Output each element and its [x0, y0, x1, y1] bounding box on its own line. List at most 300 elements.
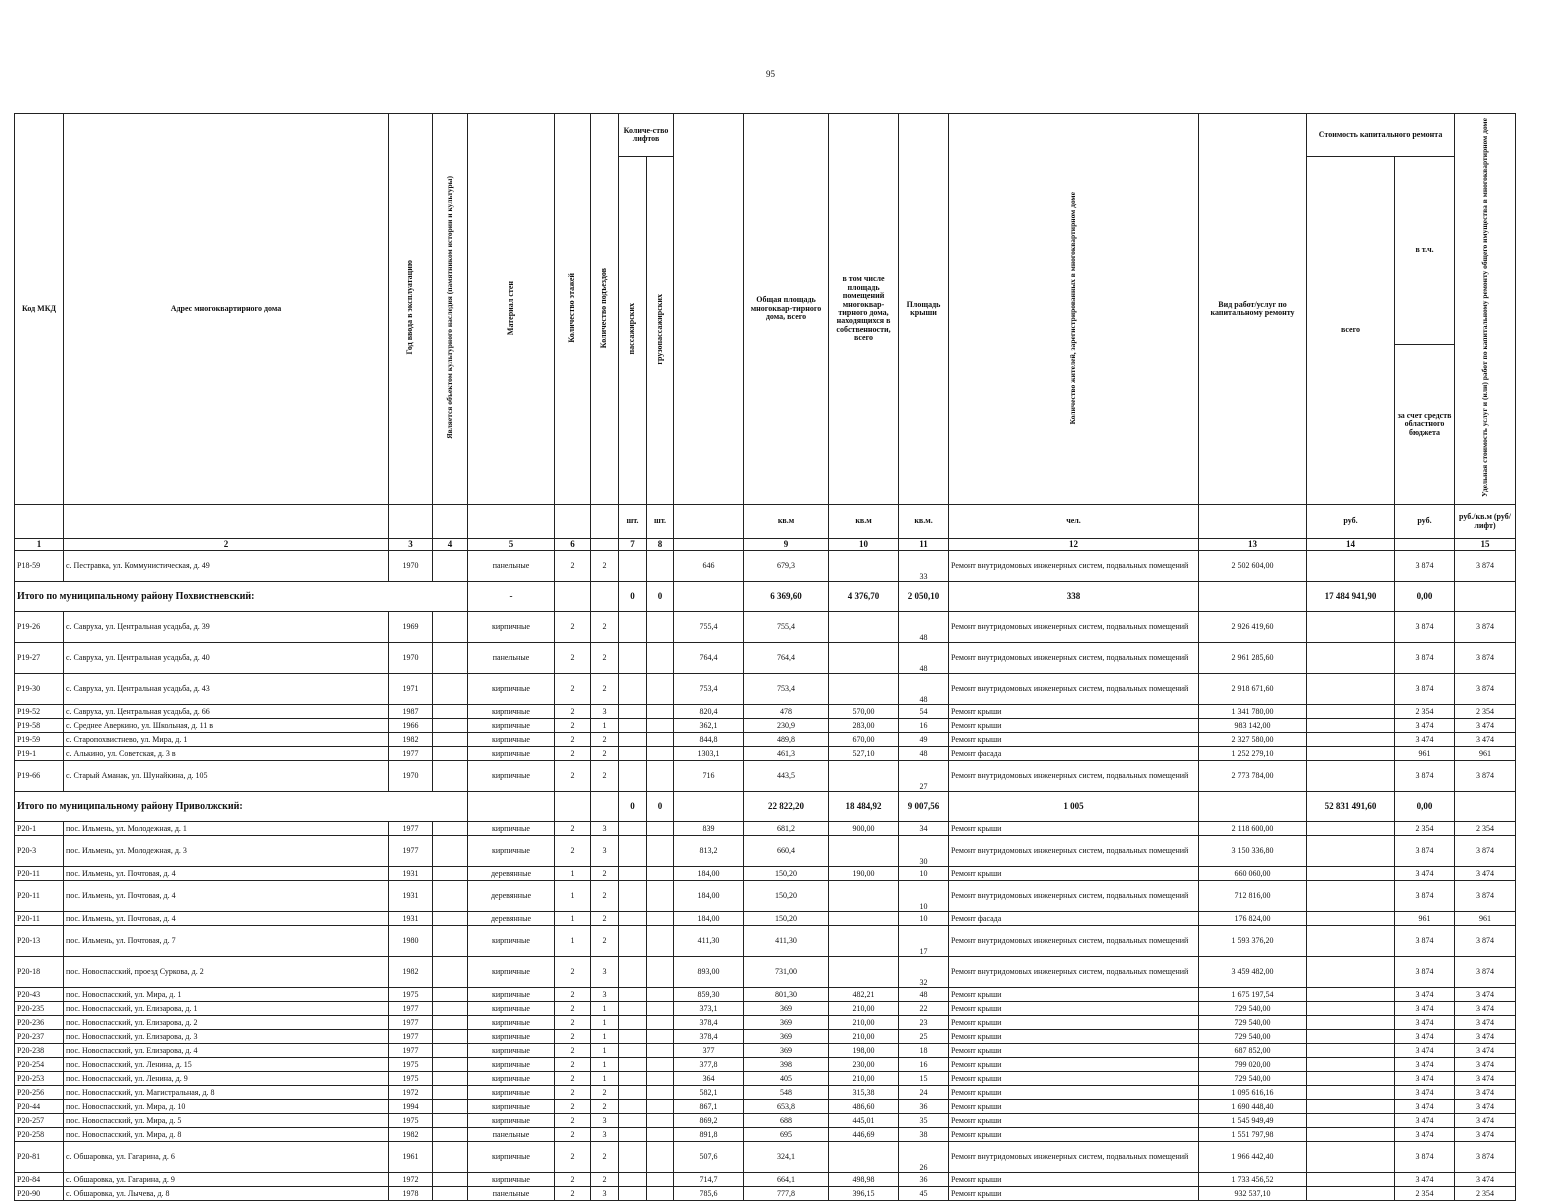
cell-entrances: 1	[591, 1072, 619, 1086]
cell-address: с. Среднее Аверкино, ул. Школьная, д. 11 в	[64, 719, 389, 733]
cell-residents: 15	[899, 1072, 949, 1086]
cell-cost-regional	[1307, 1114, 1395, 1128]
table-row	[15, 1187, 1516, 1201]
cell-material: панельные	[468, 1187, 555, 1201]
cell-entrances: 3	[591, 836, 619, 867]
column-number: 15	[1455, 539, 1516, 551]
cell-year: 1969	[389, 612, 433, 643]
cell-max-cost: 961	[1455, 912, 1516, 926]
cell-cost-total: 1 252 279,10	[1199, 747, 1307, 761]
cell-total-area: 820,4	[674, 705, 744, 719]
cell-floors: 2	[555, 761, 591, 792]
cell-cost-total: 983 142,00	[1199, 719, 1307, 733]
cell-unit-cost: 3 874	[1395, 643, 1455, 674]
table-cell	[619, 674, 647, 705]
cell-work-type: Ремонт крыши	[949, 867, 1199, 881]
cell-floors: 2	[555, 1173, 591, 1187]
page-number: 95	[766, 69, 775, 79]
cell-floors: 2	[555, 1187, 591, 1201]
table-row	[15, 1100, 1516, 1114]
cell-year: 1977	[389, 836, 433, 867]
cell-roof-area: 9 007,56	[899, 792, 949, 822]
cell-material: кирпичные	[468, 1002, 555, 1016]
subtotal-title: Итого по муниципальному району Приволжский:	[15, 792, 468, 822]
cell-address: с. Обшаровка, ул. Гагарина, д. 6	[64, 1142, 389, 1173]
cell-cost-total: 1 551 797,98	[1199, 1128, 1307, 1142]
cell-total-area: 378,4	[674, 1016, 744, 1030]
table-row	[15, 1002, 1516, 1016]
cell-owned-area: 369	[744, 1044, 829, 1058]
cell-max-cost: 2 354	[1455, 1187, 1516, 1201]
cell-address: пос. Ильмень, ул. Почтовая, д. 4	[64, 867, 389, 881]
cell-cost-total: 1 593 376,20	[1199, 926, 1307, 957]
cell-cost-total: 729 540,00	[1199, 1016, 1307, 1030]
table-cell	[647, 733, 674, 747]
cell-max-cost: 3 474	[1455, 1100, 1516, 1114]
cell-work-type: Ремонт внутридомовых инженерных систем, подвальных помещений	[949, 1142, 1199, 1173]
cell-material: -	[468, 582, 555, 612]
cell-total-area: 378,4	[674, 1030, 744, 1044]
cell-owned-area: 664,1	[744, 1173, 829, 1187]
cell-cost-total: 2 773 784,00	[1199, 761, 1307, 792]
cell-entrances: 2	[591, 551, 619, 582]
table-row	[15, 822, 1516, 836]
table-cell	[433, 1072, 468, 1086]
cell-total-area: 859,30	[674, 988, 744, 1002]
cell-code: Р19-26	[15, 612, 64, 643]
cell-roof-area: 230,00	[829, 1058, 899, 1072]
cell-unit-cost: 3 474	[1395, 1030, 1455, 1044]
cell-owned-area: 777,8	[744, 1187, 829, 1201]
table-cell	[433, 822, 468, 836]
cell-total-area: 364	[674, 1072, 744, 1086]
table-cell	[647, 1187, 674, 1201]
cell-unit-cost: 2 354	[1395, 1187, 1455, 1201]
table-cell	[619, 612, 647, 643]
header-roof-area: Площадь крыши	[899, 114, 949, 505]
cell-floors: 2	[555, 1128, 591, 1142]
cell-cost-total: 687 852,00	[1199, 1044, 1307, 1058]
table-row	[15, 1142, 1516, 1173]
cell-unit-cost: 3 474	[1395, 733, 1455, 747]
cell-residents: 10	[899, 881, 949, 912]
table-row	[15, 867, 1516, 881]
cell-floors: 2	[555, 1086, 591, 1100]
cell-owned-area: 369	[744, 1030, 829, 1044]
cell-floors: 1	[555, 926, 591, 957]
cell-work-type: Ремонт крыши	[949, 1086, 1199, 1100]
cell-roof-area: 210,00	[829, 1072, 899, 1086]
cell-cost-regional	[1307, 1058, 1395, 1072]
cell-residents: 24	[899, 1086, 949, 1100]
cell-owned-area: 764,4	[744, 643, 829, 674]
cell-unit-cost: 3 474	[1395, 867, 1455, 881]
cell-total-area: 373,1	[674, 1002, 744, 1016]
cell-unit-cost: 3 474	[1395, 1072, 1455, 1086]
cell-owned-area: 369	[744, 1002, 829, 1016]
cell-cost-regional: 0,00	[1395, 792, 1455, 822]
cell-unit-cost: 2 354	[1395, 705, 1455, 719]
cell-address: пос. Ильмень, ул. Молодежная, д. 1	[64, 822, 389, 836]
table-cell	[647, 643, 674, 674]
cell-residents: 1 005	[949, 792, 1199, 822]
cell-unit-cost: 961	[1395, 747, 1455, 761]
cell-material: кирпичные	[468, 1058, 555, 1072]
cell-total-area: 6 369,60	[744, 582, 829, 612]
cell-roof-area: 486,60	[829, 1100, 899, 1114]
cell-year: 1975	[389, 988, 433, 1002]
table-body	[15, 551, 1516, 1201]
cell-total-area: 377	[674, 1044, 744, 1058]
cell-code: Р20-43	[15, 988, 64, 1002]
cell-total-area: 755,4	[674, 612, 744, 643]
cell-unit-cost: 3 474	[1395, 988, 1455, 1002]
cell-cost-total: 799 020,00	[1199, 1058, 1307, 1072]
cell-work-type: Ремонт крыши	[949, 1058, 1199, 1072]
cell-year: 1980	[389, 926, 433, 957]
cell-entrances: 2	[591, 761, 619, 792]
cell-entrances: 2	[591, 1173, 619, 1187]
cell-total-area: 764,4	[674, 643, 744, 674]
cell-roof-area: 446,69	[829, 1128, 899, 1142]
cell-year: 1972	[389, 1086, 433, 1100]
table-cell	[619, 1030, 647, 1044]
cell-total-area: 867,1	[674, 1100, 744, 1114]
cell-cost-regional	[1307, 822, 1395, 836]
cell-unit-cost: 961	[1395, 912, 1455, 926]
cell-residents: 54	[899, 705, 949, 719]
cell-year: 1977	[389, 1030, 433, 1044]
cell-total-area: 184,00	[674, 867, 744, 881]
table-cell	[619, 761, 647, 792]
cell-residents: 49	[899, 733, 949, 747]
cell-material: кирпичные	[468, 957, 555, 988]
table-cell	[433, 867, 468, 881]
cell-year: 1961	[389, 1142, 433, 1173]
cell-cost-regional	[1307, 881, 1395, 912]
unit-sqm: кв.м	[829, 504, 899, 539]
column-number: 12	[949, 539, 1199, 551]
subtotal-title: Итого по муниципальному району Похвистневский:	[15, 582, 468, 612]
cell-roof-area: 198,00	[829, 1044, 899, 1058]
cell-residents: 27	[899, 761, 949, 792]
cell-material: кирпичные	[468, 733, 555, 747]
table-cell	[647, 1016, 674, 1030]
table-cell	[619, 912, 647, 926]
cell-residents: 25	[899, 1030, 949, 1044]
table-row	[15, 881, 1516, 912]
cell-roof-area: 283,00	[829, 719, 899, 733]
cell-work-type: Ремонт крыши	[949, 988, 1199, 1002]
header-cargo: грузопассажирских	[654, 293, 664, 365]
cell-year: 1970	[389, 551, 433, 582]
cell-cost-total: 176 824,00	[1199, 912, 1307, 926]
cell-floors: 2	[555, 1100, 591, 1114]
table-row	[15, 926, 1516, 957]
cell-address: с. Савруха, ул. Центральная усадьба, д. 43	[64, 674, 389, 705]
cell-roof-area: 445,01	[829, 1114, 899, 1128]
cell-address: с. Обшаровка, ул. Лычева, д. 8	[64, 1187, 389, 1201]
cell-unit-cost: 3 874	[1395, 1142, 1455, 1173]
cell-work-type: Ремонт внутридомовых инженерных систем, подвальных помещений	[949, 836, 1199, 867]
cell-cost-total: 3 150 336,80	[1199, 836, 1307, 867]
table-cell	[433, 1173, 468, 1187]
table-cell	[619, 733, 647, 747]
cell-year: 1994	[389, 1100, 433, 1114]
cell-unit-cost: 3 874	[1395, 674, 1455, 705]
column-number: 4	[433, 539, 468, 551]
cell-work-type: Ремонт внутридомовых инженерных систем, подвальных помещений	[949, 674, 1199, 705]
cell-work-type: Ремонт крыши	[949, 719, 1199, 733]
cell-address: пос. Новоспасский, ул. Магистральная, д. 8	[64, 1086, 389, 1100]
cell-max-cost: 3 474	[1455, 867, 1516, 881]
cell-unit-cost: 3 874	[1395, 881, 1455, 912]
cell-owned-area: 150,20	[744, 867, 829, 881]
header-total: всего	[1307, 157, 1395, 505]
cell-owned-area: 660,4	[744, 836, 829, 867]
cell-year: 1987	[389, 705, 433, 719]
cell-owned-area: 443,5	[744, 761, 829, 792]
cell-address: пос. Новоспасский, ул. Ленина, д. 9	[64, 1072, 389, 1086]
cell-cost-total: 52 831 491,60	[1307, 792, 1395, 822]
cell-floors: 2	[555, 1058, 591, 1072]
cell-year: 1970	[389, 761, 433, 792]
table-cell	[647, 822, 674, 836]
cell-cost-total: 1 095 616,16	[1199, 1086, 1307, 1100]
cell-residents: 26	[899, 1142, 949, 1173]
cell-entrances: 3	[591, 1128, 619, 1142]
cell-roof-area: 2 050,10	[899, 582, 949, 612]
table-cell	[647, 1044, 674, 1058]
cell-entrances: 2	[591, 1142, 619, 1173]
cell-code: Р20-11	[15, 867, 64, 881]
table-cell	[647, 1002, 674, 1016]
cell-cost-regional	[1307, 733, 1395, 747]
cell-material: кирпичные	[468, 1142, 555, 1173]
cell-entrances: 2	[591, 643, 619, 674]
cell-year: 1931	[389, 912, 433, 926]
cell-code: Р20-18	[15, 957, 64, 988]
cell-address: с. Обшаровка, ул. Гагарина, д. 9	[64, 1173, 389, 1187]
capital-repair-table	[14, 113, 1516, 1201]
table-cell	[647, 1030, 674, 1044]
cell-max-cost: 3 874	[1455, 836, 1516, 867]
cell-owned-area: 753,4	[744, 674, 829, 705]
table-cell	[619, 1002, 647, 1016]
cell-roof-area: 482,21	[829, 988, 899, 1002]
cell-work-type: Ремонт крыши	[949, 1002, 1199, 1016]
cell-owned-area: 150,20	[744, 912, 829, 926]
cell-floors: 2	[555, 747, 591, 761]
cell-max-cost: 3 474	[1455, 1072, 1516, 1086]
cell-floors: 2	[555, 1072, 591, 1086]
header-year: Год ввода в эксплуатацию	[405, 260, 415, 355]
cell-roof-area	[829, 957, 899, 988]
cell-total-area: 184,00	[674, 881, 744, 912]
cell-material: кирпичные	[468, 1016, 555, 1030]
cell-cost-regional	[1307, 1173, 1395, 1187]
cell-address: пос. Новоспасский, ул. Мира, д. 8	[64, 1128, 389, 1142]
cell-floors: 2	[555, 733, 591, 747]
cell-max-cost: 3 874	[1455, 551, 1516, 582]
cell-roof-area: 900,00	[829, 822, 899, 836]
cell-total-area: 184,00	[674, 912, 744, 926]
cell-material: панельные	[468, 643, 555, 674]
table-row	[15, 1173, 1516, 1187]
unit-rub: руб.	[1307, 504, 1395, 539]
cell-year: 1977	[389, 747, 433, 761]
cell-unit-cost: 3 874	[1395, 551, 1455, 582]
table-cell	[619, 1072, 647, 1086]
table-cell	[647, 867, 674, 881]
cell-cost-regional	[1307, 747, 1395, 761]
cell-roof-area: 396,15	[829, 1187, 899, 1201]
cell-cost-regional	[1307, 551, 1395, 582]
cell-floors: 2	[555, 822, 591, 836]
cell-address: пос. Ильмень, ул. Почтовая, д. 7	[64, 926, 389, 957]
cell-roof-area: 210,00	[829, 1016, 899, 1030]
cell-total-area: 507,6	[674, 1142, 744, 1173]
cell-address: пос. Новоспасский, ул. Мира, д. 1	[64, 988, 389, 1002]
cell-code: Р20-90	[15, 1187, 64, 1201]
table-cell	[433, 705, 468, 719]
table-cell	[647, 836, 674, 867]
cell-cost-total: 932 537,10	[1199, 1187, 1307, 1201]
cell-floors: 2	[555, 836, 591, 867]
table-row	[15, 1086, 1516, 1100]
cell-cost-regional	[1307, 1100, 1395, 1114]
cell-total-area: 362,1	[674, 719, 744, 733]
cell-residents: 22	[899, 1002, 949, 1016]
table-cell	[619, 926, 647, 957]
cell-year: 1977	[389, 1044, 433, 1058]
cell-max-cost: 3 874	[1455, 957, 1516, 988]
table-row	[15, 733, 1516, 747]
cell-unit-cost: 3 474	[1395, 1128, 1455, 1142]
cell-cost-total: 2 502 604,00	[1199, 551, 1307, 582]
cell-address: с. Пестравка, ул. Коммунистическая, д. 49	[64, 551, 389, 582]
cell-total-area: 714,7	[674, 1173, 744, 1187]
cell-residents: 48	[899, 612, 949, 643]
cell-year: 1975	[389, 1114, 433, 1128]
column-number: 3	[389, 539, 433, 551]
unit-sqm: кв.м	[744, 504, 829, 539]
cell-total-area: 646	[674, 551, 744, 582]
cell-residents: 36	[899, 1173, 949, 1187]
header-incl: в т.ч.	[1395, 157, 1455, 345]
table-cell	[647, 1058, 674, 1072]
table-cell	[619, 1142, 647, 1173]
cell-cost-total: 3 459 482,00	[1199, 957, 1307, 988]
cell-work-type: Ремонт внутридомовых инженерных систем, подвальных помещений	[949, 926, 1199, 957]
table-row	[15, 719, 1516, 733]
table-cell	[433, 551, 468, 582]
cell-max-cost: 3 474	[1455, 1086, 1516, 1100]
table-cell	[555, 582, 591, 612]
cell-work-type: Ремонт крыши	[949, 1173, 1199, 1187]
cell-work-type: Ремонт внутридомовых инженерных систем, подвальных помещений	[949, 551, 1199, 582]
header-floors: Количество этажей	[567, 272, 577, 343]
table-row	[15, 1058, 1516, 1072]
cell-cost-regional	[1307, 1030, 1395, 1044]
header-entrances: Количество подъездов	[599, 267, 609, 348]
cell-total-area: 839	[674, 822, 744, 836]
column-number: 7	[619, 539, 647, 551]
cell-work-type: Ремонт крыши	[949, 822, 1199, 836]
header-code: Код МКД	[15, 114, 64, 505]
table-cell	[647, 551, 674, 582]
cell-cost-total: 1 690 448,40	[1199, 1100, 1307, 1114]
cell-roof-area: 498,98	[829, 1173, 899, 1187]
table-cell	[647, 1100, 674, 1114]
table-cell	[1199, 792, 1307, 822]
cell-max-cost: 3 874	[1455, 1142, 1516, 1173]
cell-unit-cost: 3 874	[1395, 612, 1455, 643]
column-number: 6	[555, 539, 591, 551]
cell-unit-cost: 3 474	[1395, 1044, 1455, 1058]
header-residents: Количество жителей, зарегистрированных в многоквартирном доме	[1068, 191, 1078, 424]
cell-entrances: 2	[591, 881, 619, 912]
header-cost: Стоимость капитального ремонта	[1307, 114, 1455, 157]
cell-year: 1977	[389, 1002, 433, 1016]
cell-residents: 10	[899, 867, 949, 881]
cell-year: 1966	[389, 719, 433, 733]
table-cell	[647, 1114, 674, 1128]
cell-roof-area: 210,00	[829, 1030, 899, 1044]
cell-address: пос. Новоспасский, ул. Мира, д. 5	[64, 1114, 389, 1128]
cell-material: кирпичные	[468, 1030, 555, 1044]
table-cell	[647, 612, 674, 643]
cell-floors: 2	[555, 1016, 591, 1030]
cell-max-cost: 3 874	[1455, 643, 1516, 674]
cell-work-type: Ремонт крыши	[949, 1114, 1199, 1128]
cell-cost-regional	[1307, 1142, 1395, 1173]
cell-roof-area: 315,38	[829, 1086, 899, 1100]
cell-floors: 1	[555, 881, 591, 912]
cell-owned-area: 369	[744, 1016, 829, 1030]
table-cell	[433, 1058, 468, 1072]
cell-entrances: 1	[591, 1044, 619, 1058]
table-cell	[619, 1086, 647, 1100]
table-cell	[647, 761, 674, 792]
table-cell	[619, 1114, 647, 1128]
cell-entrances: 2	[591, 674, 619, 705]
cell-material: кирпичные	[468, 612, 555, 643]
cell-total-area: 716	[674, 761, 744, 792]
table-cell	[433, 1187, 468, 1201]
table-cell	[433, 1100, 468, 1114]
cell-roof-area	[829, 612, 899, 643]
table-cell	[433, 612, 468, 643]
cell-residents: 338	[949, 582, 1199, 612]
cell-owned-area: 230,9	[744, 719, 829, 733]
table-row	[15, 1044, 1516, 1058]
cell-entrances: 2	[591, 912, 619, 926]
cell-entrances: 3	[591, 988, 619, 1002]
cell-residents: 35	[899, 1114, 949, 1128]
column-number: 2	[64, 539, 389, 551]
cell-code: Р20-11	[15, 881, 64, 912]
cell-year: 1975	[389, 1072, 433, 1086]
table-cell	[619, 1128, 647, 1142]
cell-owned-area: 411,30	[744, 926, 829, 957]
cell-unit-cost: 3 474	[1395, 1058, 1455, 1072]
table-cell	[433, 926, 468, 957]
cell-residents: 48	[899, 988, 949, 1002]
unit-pcs: шт.	[619, 504, 647, 539]
cell-residents: 33	[899, 551, 949, 582]
cell-cost-regional	[1307, 867, 1395, 881]
